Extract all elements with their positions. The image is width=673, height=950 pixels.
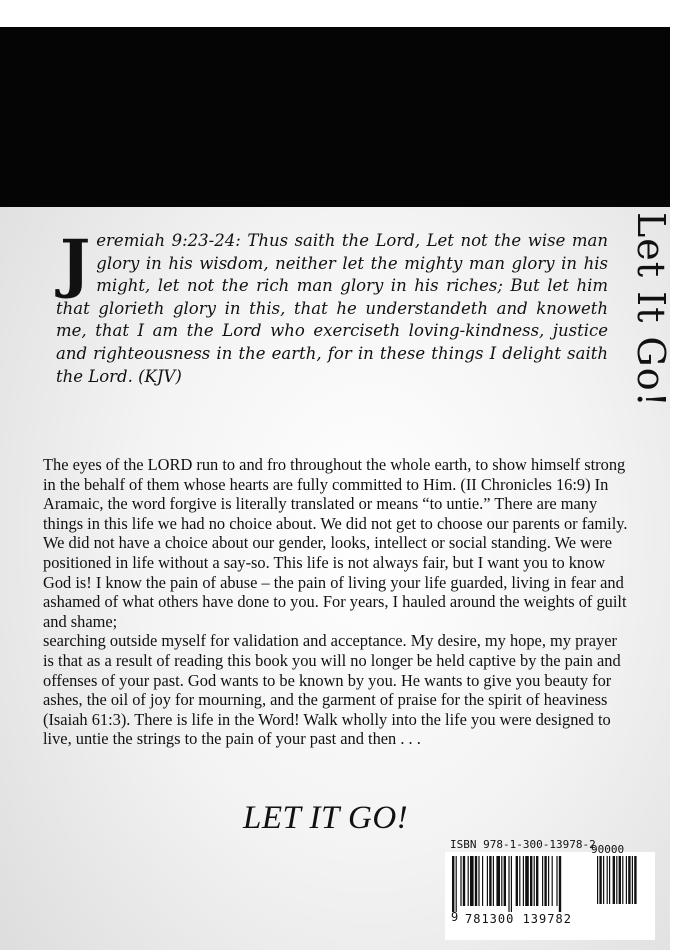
barcode-bar — [468, 856, 469, 906]
barcode-bar — [504, 856, 506, 906]
barcode-addon-bar — [597, 856, 598, 904]
barcode-bar — [475, 856, 477, 906]
barcode-bar — [478, 856, 479, 906]
barcode-addon-bar — [632, 856, 633, 904]
barcode-bar — [544, 856, 546, 906]
barcode-bar — [496, 856, 500, 906]
barcode-bar — [534, 856, 535, 906]
barcode-bar — [487, 856, 488, 906]
barcode-addon-bar — [613, 856, 615, 904]
scripture-verse — [56, 226, 608, 388]
barcode-bar — [559, 856, 561, 912]
barcode-bar — [548, 856, 549, 906]
barcode-addon-bar — [634, 856, 636, 904]
barcode-addon-bar — [626, 856, 627, 904]
barcode-bar — [501, 856, 502, 906]
barcode-addon-bar — [622, 856, 623, 904]
barcode-addon-bar — [609, 856, 610, 904]
barcode-bar — [463, 856, 465, 906]
barcode-bar — [536, 856, 538, 906]
barcode-graphic — [452, 856, 652, 912]
body-paragraph — [43, 455, 631, 749]
drop-cap: J — [60, 226, 91, 301]
barcode-bar — [470, 856, 474, 906]
body-text: The eyes of the LORD run to and fro throughout the whole earth, to show himself strong in the behalf of them whose hearts are fully committed to Him. (II Chronicles 16:9) In Aramaic, the word forgive is literally translated or means “to untie.” There are many things in this life we had no choice about. We did not get to choose our parents or family. We did not have a choice about our gender, looks, intellect or social standing. We were positioned in life without a say-so. This life is not always fair, but I want you to know God is! I know the pain of abuse – the pain of living your life guarded, living in fear and ashamed of what others have done to you. For years, I hauled around the weights of guilt and shame; searching outside myself for validation and acceptance. My desire, my hope, my prayer is that as a result of reading this book you will no longer be held captive by the pain and offenses of your past. God wants to be known by you. He wants to give you beauty for ashes, the oil of joy for mourning, and the garment of praise for the spirit of heaviness (Isaiah 61:3). There is life in the Word! Walk wholly into the life you were designed to live, untie the strings to the pain of your past and then . . . — [43, 455, 628, 749]
barcode-bar — [511, 856, 512, 912]
verse-text: eremiah 9:23-24: Thus saith the Lord, Let not the wise man glory in his wisdom, neither let the mighty man glory in his might, let not the rich man glory in his riches; But let him that glorieth glory in this, that he understandeth and knoweth me, that I am the Lord who exerciseth loving-kindness, justice and righteousness in the earth, for in these things I delight saith the Lord. — [56, 231, 608, 386]
isbn-label: ISBN 978-1-300-13978-2 — [450, 838, 596, 851]
barcode-bar — [460, 856, 461, 906]
barcode-addon-bar — [607, 856, 608, 904]
barcode-addon-bar — [619, 856, 621, 904]
barcode-addon-bar — [616, 856, 617, 904]
barcode-bar — [493, 856, 494, 906]
barcode-bar — [456, 856, 457, 912]
barcode-bar — [519, 856, 520, 906]
barcode-addon-bar — [603, 856, 604, 904]
barcode-bar — [530, 856, 532, 906]
verse-reference: (KJV) — [138, 366, 182, 386]
barcode-bar — [552, 856, 553, 906]
barcode-addon-bar — [628, 856, 630, 904]
barcode-bar — [542, 856, 543, 906]
barcode-bar — [516, 856, 518, 906]
barcode-bar — [556, 856, 557, 906]
barcode-first-digit: 9 — [451, 910, 459, 924]
closing-title: LET IT GO! — [243, 800, 409, 836]
barcode-digits: 781300 139782 — [465, 912, 572, 926]
barcode-bar — [523, 856, 524, 906]
price-addon-code: 90000 — [591, 843, 625, 856]
barcode-addon-bar — [599, 856, 601, 904]
barcode-bar — [482, 856, 483, 906]
barcode-bar — [525, 856, 529, 906]
barcode-bar — [508, 856, 509, 912]
barcode-bar — [452, 856, 454, 912]
spine-title: Let It Go! — [629, 212, 673, 408]
barcode-bar — [489, 856, 491, 906]
top-black-band — [0, 27, 670, 207]
